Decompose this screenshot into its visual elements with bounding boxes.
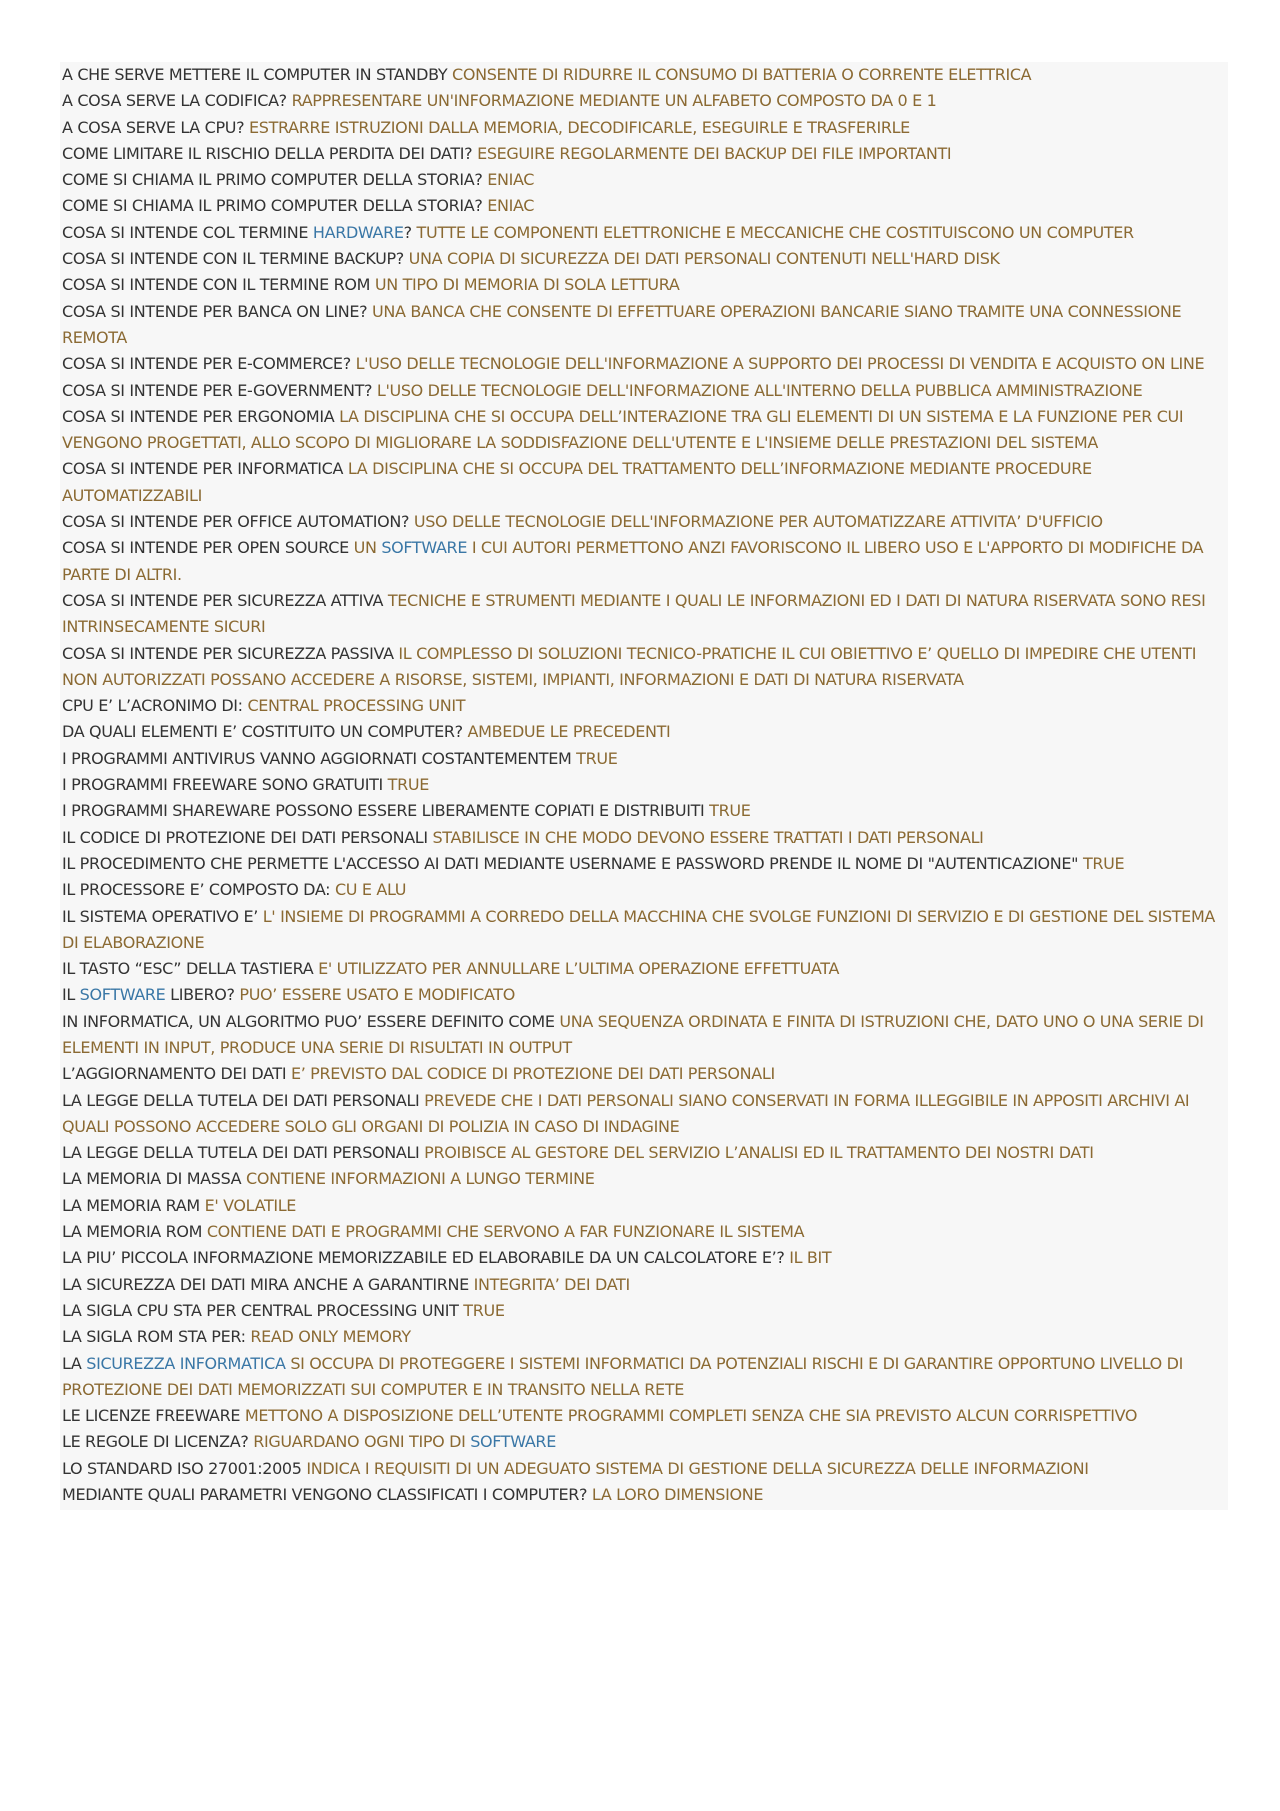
- answer-text: CENTRAL PROCESSING UNIT: [247, 696, 466, 716]
- question-text: CPU E’ L’ACRONIMO DI:: [62, 696, 248, 716]
- question-text: COSA SI INTENDE PER INFORMATICA: [62, 459, 348, 479]
- question-text: LA SICUREZZA DEI DATI MIRA ANCHE A GARANTIRNE: [62, 1274, 474, 1294]
- question-text: COSA SI INTENDE PER E-GOVERNMENT?: [62, 380, 377, 400]
- answer-text: USO DELLE TECNOLOGIE DELL'INFORMAZIONE PER AUTOMATIZZARE ATTIVITA’ D'UFFICIO: [413, 512, 1103, 532]
- qa-entry: [62, 535, 1224, 588]
- qa-entry: [62, 877, 1224, 903]
- qa-entry: [62, 509, 1224, 535]
- question-text: LA PIU’ PICCOLA INFORMAZIONE MEMORIZZABILE ED ELABORABILE DA UN CALCOLATORE E’?: [62, 1248, 790, 1268]
- qa-entry: [62, 1298, 1224, 1324]
- question-text: COSA SI INTENDE PER OFFICE AUTOMATION?: [62, 512, 414, 532]
- qa-entry: [62, 378, 1224, 404]
- answer-text: UNA SEQUENZA ORDINATA E FINITA DI ISTRUZIONI CHE, DATO UNO O UNA SERIE DI ELEMENTI IN INPUT, PRODUCE UNA SERIE DI RISULTATI IN OUTPUT: [62, 1011, 1204, 1057]
- question-text: COSA SI INTENDE PER OPEN SOURCE: [62, 538, 354, 558]
- question-text: A CHE SERVE METTERE IL COMPUTER IN STANDBY: [62, 65, 453, 84]
- question-text: ?: [403, 222, 417, 242]
- qa-entry: [62, 1456, 1224, 1482]
- answer-text: TRUE: [387, 775, 429, 795]
- answer-text: ESEGUIRE REGOLARMENTE DEI BACKUP DEI FILE IMPORTANTI: [477, 143, 952, 163]
- qa-entry: [62, 1482, 1224, 1508]
- question-text: LA MEMORIA ROM: [62, 1222, 207, 1242]
- question-text: L’AGGIORNAMENTO DEI DATI: [62, 1064, 291, 1084]
- answer-text: IL COMPLESSO DI SOLUZIONI TECNICO-PRATICHE IL CUI OBIETTIVO E’ QUELLO DI IMPEDIRE CHE UTENTI NON AUTORIZZATI POSSANO ACCEDERE A RISORSE, SISTEMI, IMPIANTI, INFORMAZIONI E DATI DI NATURA RISERVATA: [62, 643, 1197, 689]
- answer-text: CONSENTE DI RIDURRE IL CONSUMO DI BATTERIA O CORRENTE ELETTRICA: [452, 65, 1032, 84]
- answer-text: E’ PREVISTO DAL CODICE DI PROTEZIONE DEI DATI PERSONALI: [290, 1064, 775, 1084]
- answer-text: SI OCCUPA DI PROTEGGERE I SISTEMI INFORMATICI DA POTENZIALI RISCHI E DI GARANTIRE OPPORTUNO LIVELLO DI PROTEZIONE DEI DATI MEMORIZZATI SUI COMPUTER E IN TRANSITO NELLA RETE: [62, 1353, 1183, 1399]
- qa-entry: [62, 1403, 1224, 1429]
- answer-text: METTONO A DISPOSIZIONE DELL’UTENTE PROGRAMMI COMPLETI SENZA CHE SIA PREVISTO ALCUN CORRISPETTIVO: [244, 1406, 1138, 1426]
- question-text: IL PROCEDIMENTO CHE PERMETTE L'ACCESSO AI DATI MEDIANTE USERNAME E PASSWORD PRENDE IL NOME DI "AUTENTICAZIONE": [62, 853, 1083, 873]
- hyperlink-text[interactable]: SICUREZZA INFORMATICA: [86, 1353, 286, 1373]
- question-text: COSA SI INTENDE PER BANCA ON LINE?: [62, 301, 373, 321]
- question-text: I PROGRAMMI FREEWARE SONO GRATUITI: [62, 775, 388, 795]
- qa-entry: [62, 246, 1224, 272]
- question-text: IN INFORMATICA, UN ALGORITMO PUO’ ESSERE DEFINITO COME: [62, 1011, 560, 1031]
- qa-entry: [62, 115, 1224, 141]
- qa-entry: [62, 641, 1224, 694]
- question-text: LA MEMORIA DI MASSA: [62, 1169, 247, 1189]
- qa-entry: [62, 1429, 1224, 1455]
- question-text: COSA SI INTENDE CON IL TERMINE BACKUP?: [62, 249, 409, 269]
- question-text: DA QUALI ELEMENTI E’ COSTITUITO UN COMPUTER?: [62, 722, 468, 742]
- question-text: LA LEGGE DELLA TUTELA DEI DATI PERSONALI: [62, 1090, 425, 1110]
- question-text: LE LICENZE FREEWARE: [62, 1406, 245, 1426]
- answer-text: TRUE: [1082, 853, 1125, 873]
- qa-entry: [62, 141, 1224, 167]
- answer-text: RAPPRESENTARE UN'INFORMAZIONE MEDIANTE UN ALFABETO COMPOSTO DA 0 E 1: [291, 91, 937, 111]
- qa-entry: [62, 1061, 1224, 1087]
- qa-entry: [62, 1193, 1224, 1219]
- qa-entry: [62, 1324, 1224, 1350]
- answer-text: CONTIENE DATI E PROGRAMMI CHE SERVONO A FAR FUNZIONARE IL SISTEMA: [206, 1222, 805, 1242]
- qa-entry: [62, 904, 1224, 957]
- answer-text: READ ONLY MEMORY: [250, 1327, 411, 1347]
- question-text: MEDIANTE QUALI PARAMETRI VENGONO CLASSIFICATI I COMPUTER?: [62, 1485, 592, 1505]
- qa-entry: [62, 456, 1224, 509]
- qa-entry: [62, 193, 1224, 219]
- answer-text: IL BIT: [789, 1248, 832, 1268]
- answer-text: STABILISCE IN CHE MODO DEVONO ESSERE TRATTATI I DATI PERSONALI: [432, 827, 984, 847]
- answer-text: PREVEDE CHE I DATI PERSONALI SIANO CONSERVATI IN FORMA ILLEGGIBILE IN APPOSITI ARCHIVI AI QUALI POSSONO ACCEDERE SOLO GLI ORGANI DI POLIZIA IN CASO DI INDAGINE: [62, 1090, 1190, 1136]
- question-text: LA MEMORIA RAM: [62, 1195, 205, 1215]
- question-text: IL: [62, 985, 80, 1005]
- answer-text: LA LORO DIMENSIONE: [591, 1485, 764, 1505]
- answer-text: INTEGRITA’ DEI DATI: [473, 1274, 630, 1294]
- answer-text: L'USO DELLE TECNOLOGIE DELL'INFORMAZIONE ALL'INTERNO DELLA PUBBLICA AMMINISTRAZIONE: [376, 380, 1143, 400]
- answer-text: AMBEDUE LE PRECEDENTI: [467, 722, 671, 742]
- qa-entry: [62, 588, 1224, 641]
- question-text: LA LEGGE DELLA TUTELA DEI DATI PERSONALI: [62, 1143, 425, 1163]
- qa-entry: [62, 404, 1224, 457]
- qa-entry: [62, 719, 1224, 745]
- question-text: COSA SI INTENDE PER SICUREZZA PASSIVA: [62, 643, 399, 663]
- question-text: IL SISTEMA OPERATIVO E’: [62, 906, 263, 926]
- question-text: LO STANDARD ISO 27001:2005: [62, 1458, 307, 1478]
- answer-text: PROIBISCE AL GESTORE DEL SERVIZIO L’ANALISI ED IL TRATTAMENTO DEI NOSTRI DATI: [424, 1143, 1094, 1163]
- qa-entry: [62, 982, 1224, 1008]
- qa-entry: [62, 798, 1224, 824]
- question-text: A COSA SERVE LA CODIFICA?: [62, 91, 292, 111]
- qa-entry: [62, 299, 1224, 352]
- answer-text: LA DISCIPLINA CHE SI OCCUPA DELL’INTERAZIONE TRA GLI ELEMENTI DI UN SISTEMA E LA FUNZIONE PER CUI VENGONO PROGETTATI, ALLO SCOPO DI MIGLIORARE LA SODDISFAZIONE DELL'UTENTE E L'INSIEME DELLE PRESTAZIONI DEL SISTEMA: [62, 406, 1184, 453]
- answer-text: CU E ALU: [334, 880, 407, 900]
- question-text: LE REGOLE DI LICENZA?: [62, 1432, 254, 1452]
- qa-entry: [62, 272, 1224, 298]
- qa-entry: [62, 1009, 1224, 1062]
- qa-entry: [62, 1245, 1224, 1271]
- question-text: LA: [62, 1353, 87, 1373]
- answer-text: L' INSIEME DI PROGRAMMI A CORREDO DELLA MACCHINA CHE SVOLGE FUNZIONI DI SERVIZIO E DI GESTIONE DEL SISTEMA DI ELABORAZIONE: [62, 906, 1215, 952]
- answer-text: RIGUARDANO OGNI TIPO DI: [253, 1432, 471, 1452]
- hyperlink-text[interactable]: SOFTWARE: [470, 1432, 556, 1452]
- hyperlink-text[interactable]: SOFTWARE: [381, 538, 468, 558]
- answer-text: L'USO DELLE TECNOLOGIE DELL'INFORMAZIONE A SUPPORTO DEI PROCESSI DI VENDITA E ACQUISTO ON LINE: [355, 354, 1205, 374]
- qa-entry: [62, 167, 1224, 193]
- qa-entry: [62, 1351, 1224, 1404]
- answer-text: LA DISCIPLINA CHE SI OCCUPA DEL TRATTAMENTO DELL’INFORMAZIONE MEDIANTE PROCEDURE AUTOMATIZZABILI: [62, 459, 1092, 505]
- qa-document: [60, 62, 1228, 1510]
- question-text: I PROGRAMMI SHAREWARE POSSONO ESSERE LIBERAMENTE COPIATI E DISTRIBUITI: [62, 801, 710, 821]
- question-text: IL TASTO “ESC” DELLA TASTIERA: [62, 959, 319, 979]
- answer-text: TRUE: [709, 801, 751, 821]
- question-text: COSA SI INTENDE COL TERMINE: [62, 222, 313, 242]
- qa-entry: [62, 1219, 1224, 1245]
- question-text: I PROGRAMMI ANTIVIRUS VANNO AGGIORNATI COSTANTEMENTEM: [62, 748, 577, 768]
- answer-text: TRUE: [463, 1300, 505, 1320]
- qa-entry: [62, 956, 1224, 982]
- qa-entry: [62, 1272, 1224, 1298]
- answer-text: E' VOLATILE: [204, 1195, 297, 1215]
- qa-entry: [62, 62, 1224, 88]
- hyperlink-text[interactable]: HARDWARE: [312, 222, 404, 242]
- question-text: LIBERO?: [165, 985, 240, 1005]
- answer-text: UN: [353, 538, 382, 558]
- question-text: COSA SI INTENDE PER SICUREZZA ATTIVA: [62, 590, 388, 610]
- question-text: LA SIGLA ROM STA PER:: [62, 1327, 251, 1347]
- qa-entry: [62, 1140, 1224, 1166]
- qa-entry: [62, 746, 1224, 772]
- qa-entry: [62, 1166, 1224, 1192]
- question-text: COSA SI INTENDE PER ERGONOMIA: [62, 406, 340, 426]
- question-text: IL PROCESSORE E’ COMPOSTO DA:: [62, 880, 335, 900]
- qa-entry: [62, 693, 1224, 719]
- question-text: COSA SI INTENDE CON IL TERMINE ROM: [62, 275, 375, 295]
- question-text: COME LIMITARE IL RISCHIO DELLA PERDITA DEI DATI?: [62, 143, 478, 163]
- answer-text: TECNICHE E STRUMENTI MEDIANTE I QUALI LE INFORMAZIONI ED I DATI DI NATURA RISERVATA SONO RESI INTRINSECAMENTE SICURI: [62, 590, 1206, 637]
- question-text: COSA SI INTENDE PER E-COMMERCE?: [62, 354, 356, 374]
- answer-text: CONTIENE INFORMAZIONI A LUNGO TERMINE: [246, 1169, 595, 1189]
- qa-entry: [62, 825, 1224, 851]
- qa-entry: [62, 351, 1224, 377]
- answer-text: ESTRARRE ISTRUZIONI DALLA MEMORIA, DECODIFICARLE, ESEGUIRLE E TRASFERIRLE: [249, 117, 910, 137]
- answer-text: ENIAC: [487, 196, 535, 216]
- qa-entry: [62, 88, 1224, 114]
- qa-entry: [62, 1088, 1224, 1141]
- answer-text: E' UTILIZZATO PER ANNULLARE L’ULTIMA OPERAZIONE EFFETTUATA: [318, 959, 840, 979]
- qa-entry: [62, 851, 1224, 877]
- answer-text: UNA COPIA DI SICUREZZA DEI DATI PERSONALI CONTENUTI NELL'HARD DISK: [408, 249, 1000, 269]
- qa-entry: [62, 772, 1224, 798]
- qa-entry: [62, 220, 1224, 246]
- answer-text: ENIAC: [487, 170, 535, 190]
- question-text: IL CODICE DI PROTEZIONE DEI DATI PERSONALI: [62, 827, 433, 847]
- hyperlink-text[interactable]: SOFTWARE: [79, 985, 166, 1005]
- answer-text: INDICA I REQUISITI DI UN ADEGUATO SISTEMA DI GESTIONE DELLA SICUREZZA DELLE INFORMAZIONI: [306, 1458, 1089, 1478]
- answer-text: TUTTE LE COMPONENTI ELETTRONICHE E MECCANICHE CHE COSTITUISCONO UN COMPUTER: [416, 222, 1134, 242]
- question-text: COME SI CHIAMA IL PRIMO COMPUTER DELLA STORIA?: [62, 170, 488, 190]
- question-text: LA SIGLA CPU STA PER CENTRAL PROCESSING UNIT: [62, 1300, 464, 1320]
- question-text: A COSA SERVE LA CPU?: [62, 117, 250, 137]
- answer-text: TRUE: [576, 748, 618, 768]
- answer-text: UN TIPO DI MEMORIA DI SOLA LETTURA: [374, 275, 680, 295]
- question-text: COME SI CHIAMA IL PRIMO COMPUTER DELLA STORIA?: [62, 196, 488, 216]
- answer-text: I CUI AUTORI PERMETTONO ANZI FAVORISCONO IL LIBERO USO E L'APPORTO DI MODIFICHE DA PARTE DI ALTRI.: [62, 538, 1204, 584]
- answer-text: UNA BANCA CHE CONSENTE DI EFFETTUARE OPERAZIONI BANCARIE SIANO TRAMITE UNA CONNESSIONE REMOTA: [62, 301, 1182, 347]
- answer-text: PUO’ ESSERE USATO E MODIFICATO: [239, 985, 515, 1005]
